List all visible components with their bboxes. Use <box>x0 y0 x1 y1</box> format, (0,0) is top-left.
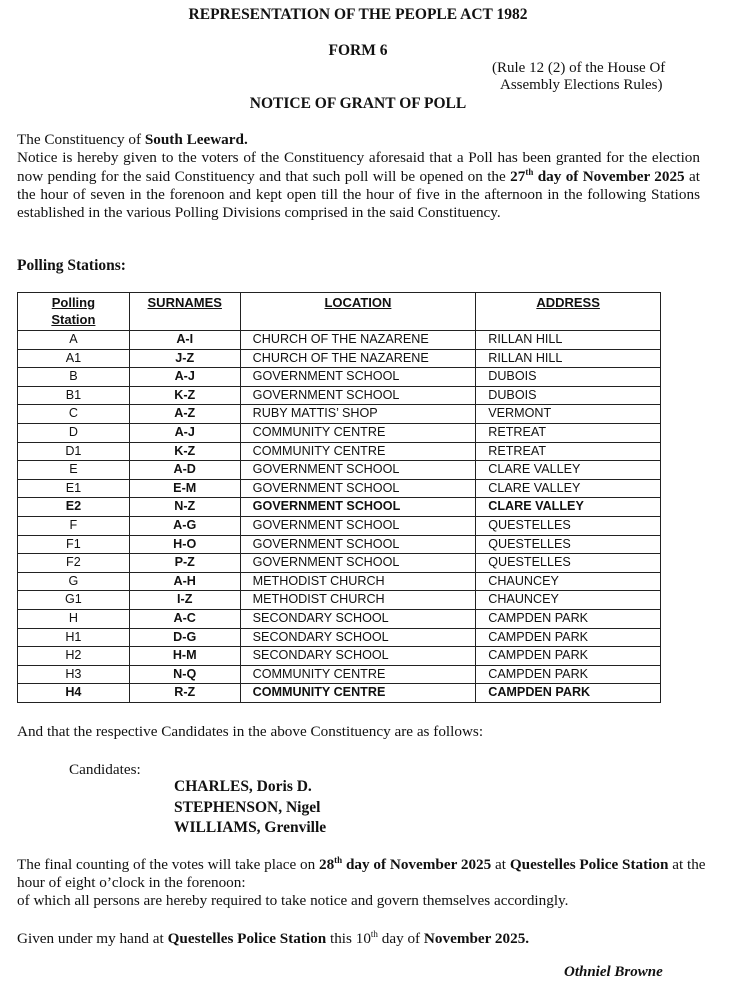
cell-polling-station: H4 <box>18 684 130 703</box>
cell-surnames: P-Z <box>129 554 240 573</box>
cell-location: CHURCH OF THE NAZARENE <box>240 349 476 368</box>
rule-line-2: Assembly Elections Rules) <box>500 77 663 93</box>
cell-location: GOVERNMENT SCHOOL <box>240 554 476 573</box>
final-count-notice: of which all persons are hereby required to take notice and govern themselves accordingly. <box>17 892 569 909</box>
header-surnames: SURNAMES <box>129 293 240 331</box>
table-row <box>18 628 661 647</box>
cell-location: COMMUNITY CENTRE <box>240 665 476 684</box>
cell-polling-station: H3 <box>18 665 130 684</box>
cell-location: COMMUNITY CENTRE <box>240 442 476 461</box>
cell-location: GOVERNMENT SCHOOL <box>240 535 476 554</box>
cell-address: CAMPDEN PARK <box>476 647 661 666</box>
cell-surnames: A-H <box>129 572 240 591</box>
cell-polling-station: H <box>18 609 130 628</box>
poll-date <box>510 168 685 185</box>
cell-polling-station: C <box>18 405 130 424</box>
cell-location: COMMUNITY CENTRE <box>240 423 476 442</box>
header-polling-station-line2: Station <box>51 312 96 327</box>
cell-location: GOVERNMENT SCHOOL <box>240 368 476 387</box>
cell-polling-station: H2 <box>18 647 130 666</box>
cell-address: CHAUNCEY <box>476 572 661 591</box>
notice-text-1: Notice is hereby given to the voters of the Constituency aforesaid that a Poll has been granted for the election now pending for the said Constituency and that such poll will be opened on the <box>17 149 700 185</box>
table-row <box>18 665 661 684</box>
cell-polling-station: E <box>18 461 130 480</box>
cell-surnames: A-I <box>129 331 240 350</box>
cell-address: QUESTELLES <box>476 554 661 573</box>
table-row <box>18 684 661 703</box>
cell-location: GOVERNMENT SCHOOL <box>240 479 476 498</box>
cell-location: GOVERNMENT SCHOOL <box>240 516 476 535</box>
cell-surnames: K-Z <box>129 442 240 461</box>
table-row <box>18 554 661 573</box>
rule-line-1: (Rule 12 (2) of the House Of <box>492 60 666 76</box>
cell-polling-station: F1 <box>18 535 130 554</box>
cell-location: SECONDARY SCHOOL <box>240 647 476 666</box>
cell-location: GOVERNMENT SCHOOL <box>240 461 476 480</box>
cell-polling-station: G1 <box>18 591 130 610</box>
cell-address: CAMPDEN PARK <box>476 609 661 628</box>
given-text-2: this 10 <box>326 930 371 947</box>
cell-surnames: A-J <box>129 368 240 387</box>
final-count-place: Questelles Police Station <box>509 856 669 873</box>
form-number: FORM 6 <box>328 42 388 59</box>
table-row <box>18 647 661 666</box>
table-row <box>18 386 661 405</box>
table-row <box>18 535 661 554</box>
final-count-paragraph <box>17 856 707 910</box>
table-row <box>18 423 661 442</box>
poll-date-rest: day of November 2025 <box>533 167 685 185</box>
table-row <box>18 331 661 350</box>
cell-location: GOVERNMENT SCHOOL <box>240 386 476 405</box>
cell-address: CHAUNCEY <box>476 591 661 610</box>
intro-paragraph <box>17 131 700 222</box>
cell-surnames: E-M <box>129 479 240 498</box>
cell-surnames: A-J <box>129 423 240 442</box>
cell-location: SECONDARY SCHOOL <box>240 609 476 628</box>
constituency-name: South Leeward. <box>144 131 248 148</box>
given-line <box>17 930 529 948</box>
cell-address: CLARE VALLEY <box>476 498 661 517</box>
cell-surnames: H-O <box>129 535 240 554</box>
cell-address: QUESTELLES <box>476 535 661 554</box>
cell-surnames: N-Z <box>129 498 240 517</box>
table-row <box>18 461 661 480</box>
given-place: Questelles Police Station <box>167 930 327 947</box>
cell-surnames: A-D <box>129 461 240 480</box>
cell-surnames: J-Z <box>129 349 240 368</box>
cell-polling-station: E1 <box>18 479 130 498</box>
given-text-1: Given under my hand at <box>17 930 168 947</box>
final-count-day: 28 <box>318 856 335 873</box>
poll-day: 27 <box>510 167 526 185</box>
candidate-name: STEPHENSON, Nigel <box>174 798 321 816</box>
cell-address: CAMPDEN PARK <box>476 628 661 647</box>
cell-surnames: A-C <box>129 609 240 628</box>
cell-location: METHODIST CHURCH <box>240 591 476 610</box>
header-polling-station-line1: Polling <box>51 295 96 310</box>
final-count-date-rest: day of November 2025 <box>342 856 492 873</box>
cell-address: RETREAT <box>476 442 661 461</box>
table-header-row <box>18 293 661 331</box>
table-row <box>18 479 661 498</box>
cell-polling-station: H1 <box>18 628 130 647</box>
header-address: ADDRESS <box>476 293 661 331</box>
candidates-label: Candidates: <box>69 761 141 778</box>
cell-address: VERMONT <box>476 405 661 424</box>
cell-address: CAMPDEN PARK <box>476 684 661 703</box>
cell-surnames: K-Z <box>129 386 240 405</box>
given-day-suffix: th <box>370 928 378 939</box>
table-row <box>18 516 661 535</box>
cell-surnames: R-Z <box>129 684 240 703</box>
final-count-text-2: at <box>491 856 510 873</box>
header-polling-station <box>18 293 130 331</box>
candidate-name: CHARLES, Doris D. <box>174 778 312 795</box>
cell-polling-station: D <box>18 423 130 442</box>
notice-text-2: at the hour of seven in the forenoon and kept open till the hour of five in the afternoon in the following Stations established in the various Polling Divisions comprised in the said Constituency. <box>17 167 700 222</box>
table-row <box>18 572 661 591</box>
polling-stations-heading: Polling Stations: <box>17 257 126 274</box>
cell-address: RILLAN HILL <box>476 349 661 368</box>
cell-surnames: A-G <box>129 516 240 535</box>
cell-address: DUBOIS <box>476 368 661 387</box>
notice-title: NOTICE OF GRANT OF POLL <box>249 95 467 112</box>
cell-address: QUESTELLES <box>476 516 661 535</box>
polling-stations-table <box>17 292 661 703</box>
cell-polling-station: E2 <box>18 498 130 517</box>
cell-polling-station: A <box>18 331 130 350</box>
table-row <box>18 405 661 424</box>
table-row <box>18 591 661 610</box>
table-body <box>18 331 661 703</box>
cell-location: RUBY MATTIS’ SHOP <box>240 405 476 424</box>
cell-address: DUBOIS <box>476 386 661 405</box>
poll-day-suffix: th <box>525 166 534 177</box>
final-count-day-suffix: th <box>334 854 343 865</box>
cell-location: SECONDARY SCHOOL <box>240 628 476 647</box>
cell-surnames: N-Q <box>129 665 240 684</box>
cell-address: RETREAT <box>476 423 661 442</box>
cell-address: CLARE VALLEY <box>476 461 661 480</box>
cell-surnames: H-M <box>129 647 240 666</box>
cell-address: CAMPDEN PARK <box>476 665 661 684</box>
table-row <box>18 498 661 517</box>
final-count-date <box>319 856 491 873</box>
cell-location: GOVERNMENT SCHOOL <box>240 498 476 517</box>
cell-polling-station: B <box>18 368 130 387</box>
final-count-line <box>17 856 707 892</box>
cell-location: CHURCH OF THE NAZARENE <box>240 331 476 350</box>
final-count-text-3: at the hour of eight o’clock in the forenoon: <box>17 856 706 891</box>
cell-surnames: D-G <box>129 628 240 647</box>
cell-polling-station: A1 <box>18 349 130 368</box>
cell-polling-station: F2 <box>18 554 130 573</box>
notice-text <box>17 149 700 222</box>
constituency-line <box>17 131 700 149</box>
header-location: LOCATION <box>240 293 476 331</box>
cell-surnames: I-Z <box>129 591 240 610</box>
candidates-list <box>174 777 326 839</box>
rule-reference <box>492 60 722 94</box>
table-row <box>18 609 661 628</box>
cell-polling-station: D1 <box>18 442 130 461</box>
constituency-prefix: The Constituency of <box>17 131 145 148</box>
cell-location: COMMUNITY CENTRE <box>240 684 476 703</box>
cell-address: CLARE VALLEY <box>476 479 661 498</box>
table-row <box>18 349 661 368</box>
signature: Othniel Browne <box>564 964 663 980</box>
table-row <box>18 368 661 387</box>
cell-polling-station: B1 <box>18 386 130 405</box>
cell-location: METHODIST CHURCH <box>240 572 476 591</box>
cell-polling-station: F <box>18 516 130 535</box>
final-count-text-1: The final counting of the votes will take place on <box>17 856 319 873</box>
cell-polling-station: G <box>18 572 130 591</box>
act-title: REPRESENTATION OF THE PEOPLE ACT 1982 <box>188 6 528 23</box>
given-text-3: day of <box>377 930 424 947</box>
given-month-year: November 2025. <box>423 930 530 947</box>
cell-address: RILLAN HILL <box>476 331 661 350</box>
table-row <box>18 442 661 461</box>
cell-surnames: A-Z <box>129 405 240 424</box>
candidate-name: WILLIAMS, Grenville <box>174 819 327 836</box>
candidates-intro: And that the respective Candidates in the above Constituency are as follows: <box>17 723 484 740</box>
